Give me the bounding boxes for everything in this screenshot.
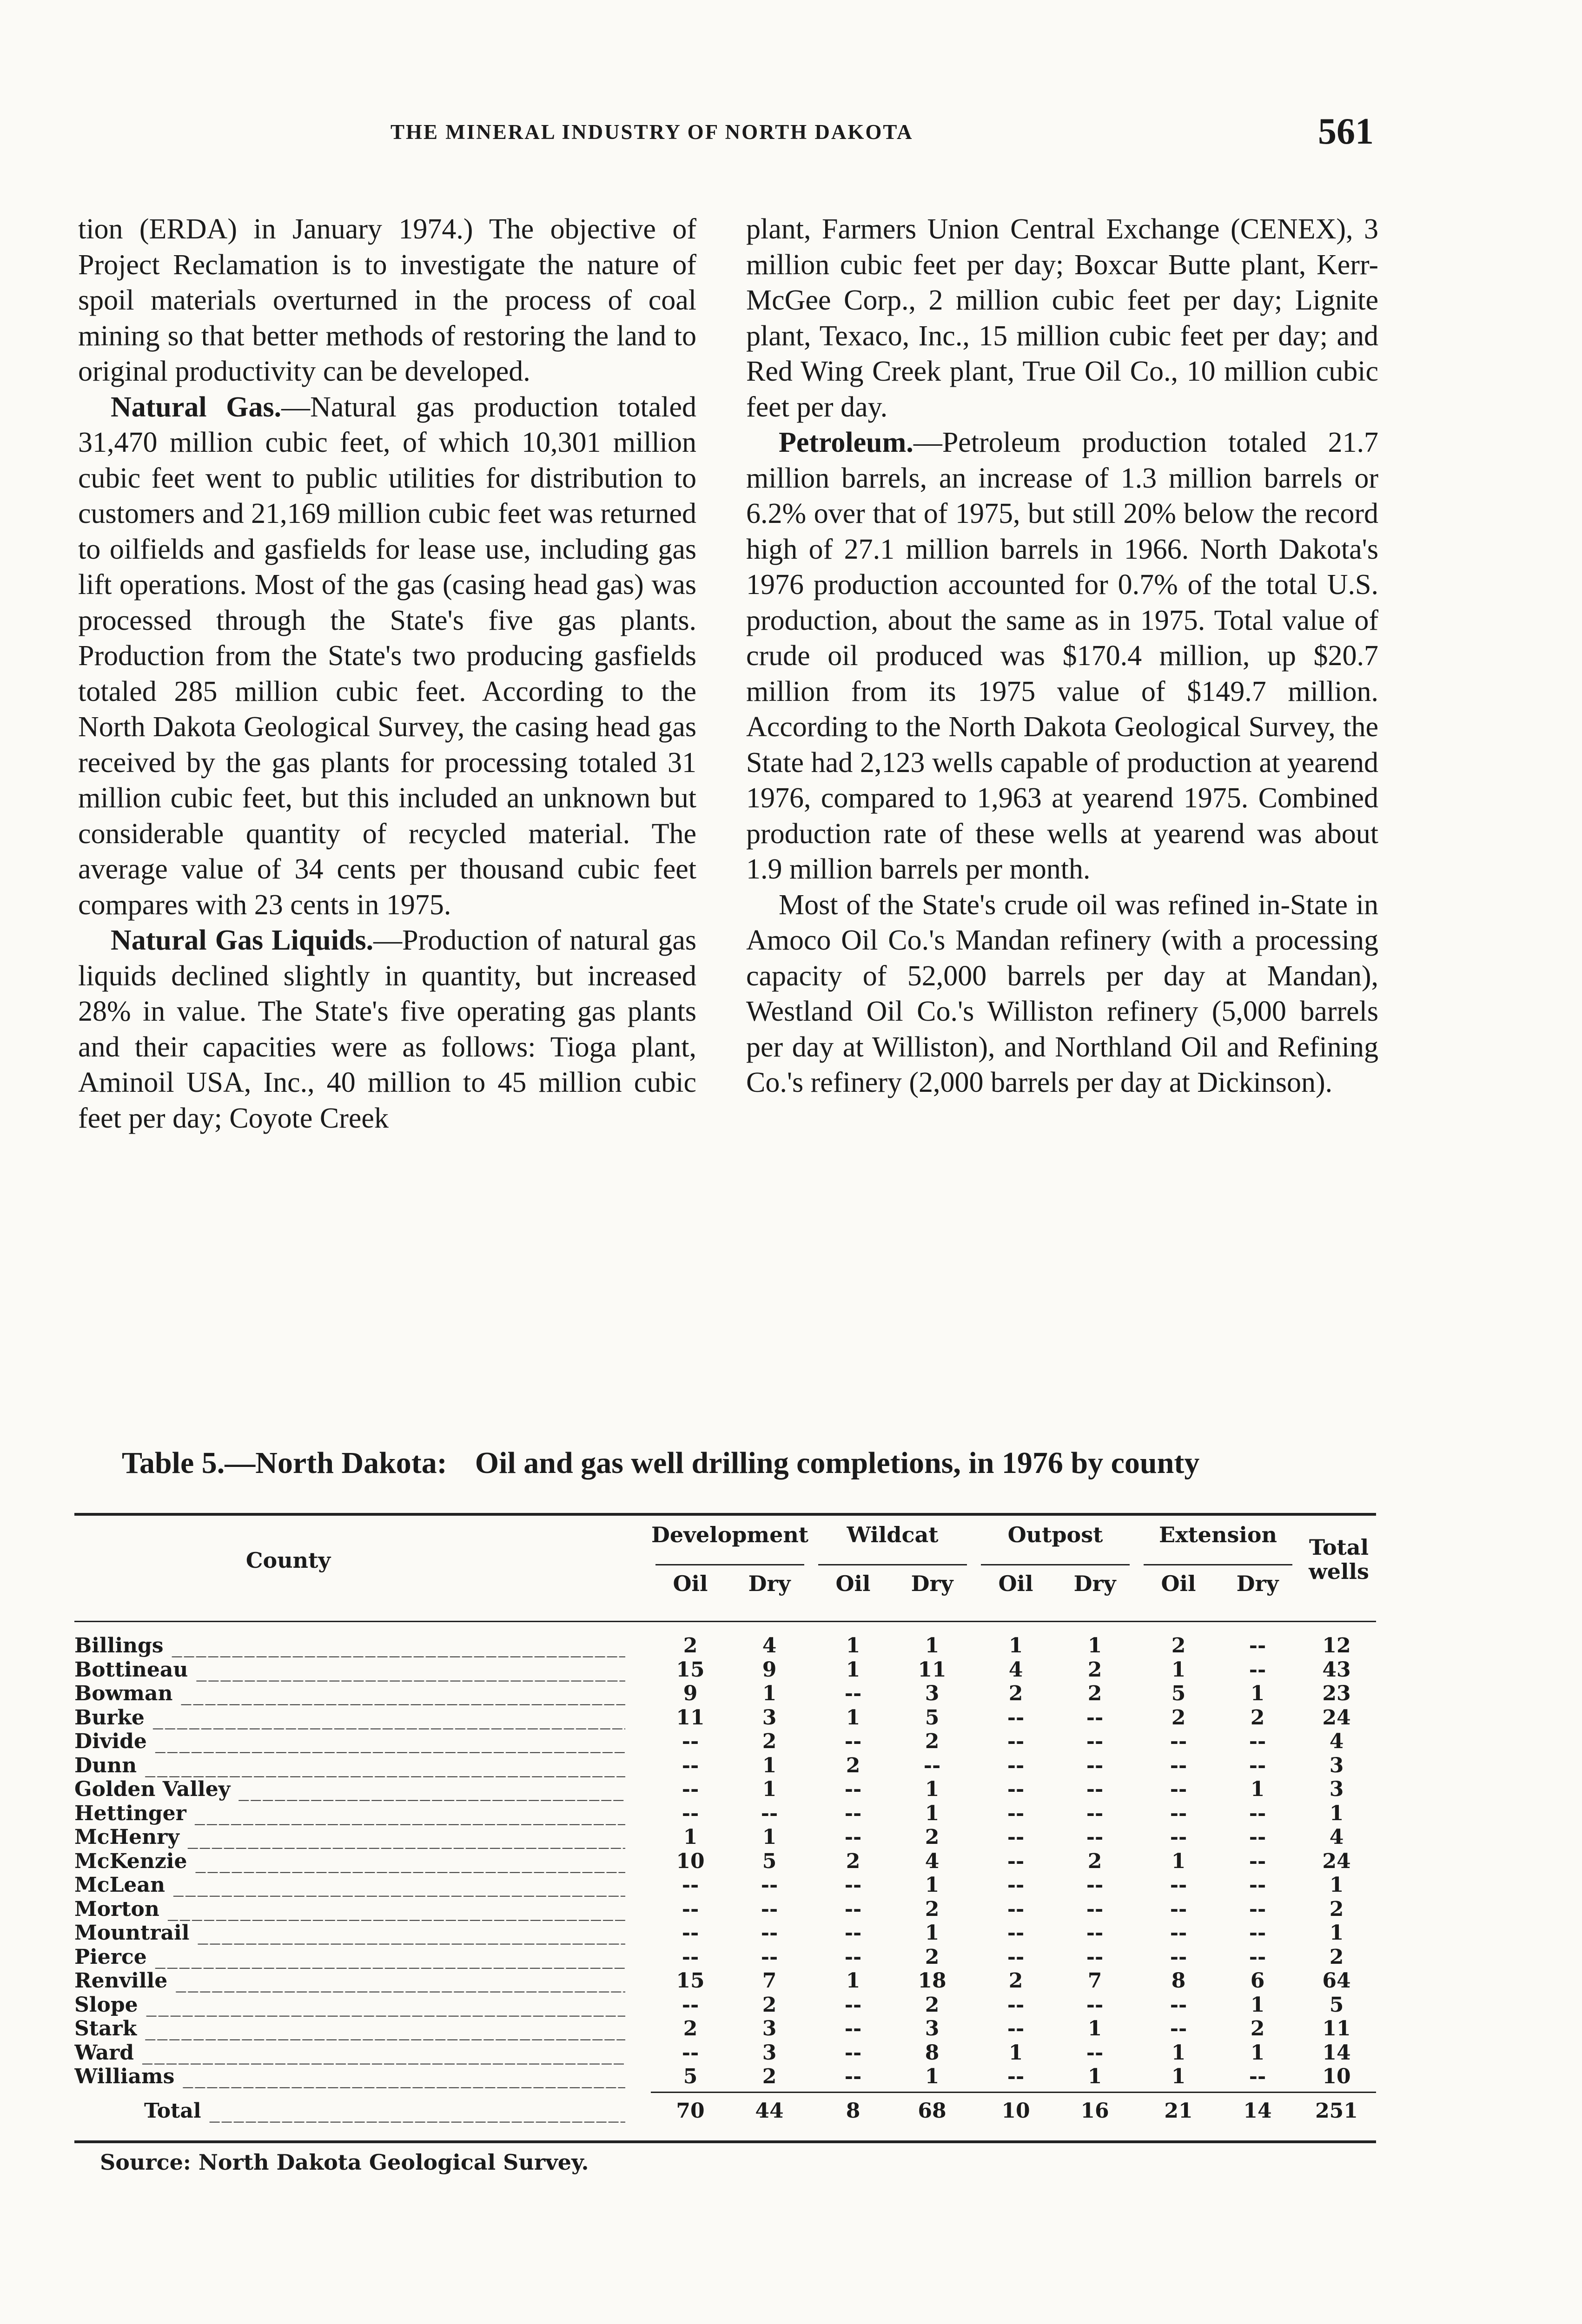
cell-dev-oil: --	[682, 1873, 699, 1897]
cell-ext-dry: 2	[1250, 1705, 1265, 1730]
county-name: Hettinger _____	[74, 1802, 625, 1826]
header-op-dry: Dry	[1073, 1571, 1116, 1596]
cell-dev-dry: --	[761, 1921, 778, 1945]
cell-dev-dry: 1	[762, 1682, 777, 1705]
county-name: Mountrail _____	[74, 1921, 625, 1945]
cell-dev-dry: 1	[762, 1753, 777, 1777]
cell-dev-dry: --	[761, 1873, 778, 1897]
cell-op-dry: 16	[1080, 2099, 1109, 2123]
cell-ext-dry: --	[1249, 1657, 1266, 1682]
cell-dev-oil: 10	[676, 1849, 705, 1873]
cell-dev-oil: 70	[676, 2099, 705, 2123]
cell-dev-oil: 9	[683, 1682, 698, 1705]
cell-wc-oil: --	[844, 1897, 862, 1921]
cell-wc-oil: --	[844, 1682, 862, 1705]
running-head: THE MINERAL INDUSTRY OF NORTH DAKOTA	[391, 120, 913, 144]
table-top-rule	[74, 1513, 1376, 1516]
cell-wc-dry: 2	[925, 1730, 940, 1753]
table-row	[74, 1730, 1376, 1754]
cell-ext-dry: 1	[1250, 2040, 1265, 2065]
table-title	[122, 1446, 1199, 1481]
cell-wc-oil: --	[844, 2017, 862, 2040]
cell-ext-oil: 5	[1171, 1682, 1186, 1705]
cell-op-oil: --	[1007, 1849, 1025, 1873]
table-row	[74, 1754, 1376, 1778]
cell-op-dry: --	[1086, 1873, 1104, 1897]
ngl-heading: Natural Gas Liquids.	[111, 924, 374, 956]
cell-wc-oil: --	[844, 1993, 862, 2017]
cell-dev-dry: 2	[762, 1730, 777, 1753]
cell-wc-dry: 5	[925, 1705, 940, 1730]
cell-op-dry: 1	[1087, 2017, 1102, 2040]
rule-extension	[1144, 1564, 1292, 1565]
cell-ext-dry: --	[1249, 1921, 1266, 1945]
cell-total: 2	[1329, 1897, 1344, 1921]
cell-ext-dry: 1	[1250, 1993, 1265, 2017]
cell-wc-oil: --	[844, 1777, 862, 1801]
cell-op-oil: 2	[1008, 1682, 1023, 1705]
header-outpost: Outpost	[1007, 1522, 1103, 1547]
county-name: Morton _____	[74, 1897, 625, 1921]
cell-total: 3	[1329, 1753, 1344, 1777]
right-column	[746, 211, 1378, 1101]
cell-op-dry: --	[1086, 1777, 1104, 1801]
cell-dev-dry: 9	[762, 1657, 777, 1682]
cell-dev-dry: 3	[762, 2017, 777, 2040]
county-name: Divide _____	[74, 1730, 625, 1754]
cell-wc-oil: --	[844, 1801, 862, 1825]
paragraph-gas-plants: plant, Farmers Union Central Exchange (CENEX), 3 million cubic feet per day; Boxcar Butte plant, Kerr-McGee Corp., 2 million cubic feet per day; Lignite plant, Texaco, Inc., 15 million cubic feet per day; and Red Wing Creek plant, True Oil Co., 10 million cubic feet per day.	[746, 213, 1378, 423]
cell-ext-dry: --	[1249, 1873, 1266, 1897]
petroleum-heading: Petroleum.	[779, 427, 913, 458]
cell-wc-dry: 18	[918, 1969, 947, 1993]
cell-op-dry: --	[1086, 1921, 1104, 1945]
page-number: 561	[1318, 111, 1374, 152]
cell-op-dry: --	[1086, 1705, 1104, 1730]
cell-op-dry: --	[1086, 1897, 1104, 1921]
table-bottom-rule	[74, 2140, 1376, 2143]
county-name: Dunn _____	[74, 1754, 625, 1778]
cell-total: 12	[1322, 1634, 1351, 1657]
cell-wc-dry: 2	[925, 1945, 940, 1969]
cell-ext-oil: --	[1170, 2017, 1187, 2040]
cell-dev-oil: --	[682, 1777, 699, 1801]
cell-dev-dry: 5	[762, 1849, 777, 1873]
paragraph-ngl	[78, 923, 696, 1136]
cell-dev-oil: --	[682, 1897, 699, 1921]
cell-wc-dry: 4	[925, 1849, 940, 1873]
cell-dev-oil: --	[682, 2040, 699, 2065]
table-row	[74, 2017, 1376, 2041]
header-dev-oil: Oil	[673, 1571, 708, 1596]
cell-op-oil: 4	[1008, 1657, 1023, 1682]
cell-ext-dry: --	[1249, 1801, 1266, 1825]
cell-total: 43	[1322, 1657, 1351, 1682]
cell-ext-oil: 21	[1164, 2099, 1193, 2123]
cell-dev-oil: 15	[676, 1657, 705, 1682]
cell-total: 10	[1322, 2065, 1351, 2088]
petroleum-text: —Petroleum production totaled 21.7 million barrels, an increase of 1.3 million barrels or 6.2% over that of 1975, but still 20% below the record high of 27.1 million barrels in 1966. North Dakota's 1976 production accounted for 0.7% of the total U.S. production, about the same as in 1975. Total value of crude oil produced was $170.4 million, up $20.7 million from its 1975 value of $149.7 million. According to the North Dakota Geological Survey, the State had 2,123 wells capable of production at yearend 1976, compared to 1,963 at yearend 1975. Combined production rate of these wells at yearend was about 1.9 million barrels per month.	[746, 427, 1378, 885]
cell-dev-dry: 7	[762, 1969, 777, 1993]
cell-op-oil: --	[1007, 1801, 1025, 1825]
cell-ext-oil: --	[1170, 1730, 1187, 1753]
table-header-rule	[74, 1621, 1376, 1622]
table-row	[74, 2065, 1376, 2089]
left-column	[78, 211, 696, 1136]
cell-ext-oil: --	[1170, 1945, 1187, 1969]
cell-op-oil: 1	[1008, 2040, 1023, 2065]
cell-op-dry: --	[1086, 1730, 1104, 1753]
paragraph-natural-gas	[78, 390, 696, 923]
table-title-text: Oil and gas well drilling completions, in 1976 by county	[475, 1446, 1200, 1480]
cell-ext-oil: 1	[1171, 2040, 1186, 2065]
cell-dev-dry: 2	[762, 1993, 777, 2017]
header-wc-dry: Dry	[911, 1571, 953, 1596]
table-row	[74, 1945, 1376, 1969]
cell-wc-oil: 2	[846, 1849, 861, 1873]
cell-wc-dry: 2	[925, 1897, 940, 1921]
table-row	[74, 1682, 1376, 1706]
cell-dev-oil: 5	[683, 2065, 698, 2088]
cell-wc-oil: --	[844, 2065, 862, 2088]
cell-op-oil: --	[1007, 1873, 1025, 1897]
cell-wc-dry: 1	[925, 1801, 940, 1825]
county-name: Williams _____	[74, 2065, 625, 2089]
county-name: Total _____	[74, 2099, 625, 2123]
cell-wc-dry: 2	[925, 1993, 940, 2017]
county-name: Burke _____	[74, 1706, 625, 1730]
cell-dev-oil: 11	[676, 1705, 705, 1730]
cell-ext-dry: 6	[1250, 1969, 1265, 1993]
cell-op-oil: --	[1007, 2065, 1025, 2088]
cell-dev-oil: 15	[676, 1969, 705, 1993]
county-name: Golden Valley _____	[74, 1777, 625, 1802]
cell-ext-oil: --	[1170, 1801, 1187, 1825]
county-name: McLean _____	[74, 1873, 625, 1897]
cell-op-oil: 10	[1001, 2099, 1030, 2123]
county-name: Renville _____	[74, 1969, 625, 1993]
cell-total: 1	[1329, 1921, 1344, 1945]
header-extension: Extension	[1159, 1522, 1277, 1547]
cell-wc-oil: --	[844, 1945, 862, 1969]
cell-total: 1	[1329, 1873, 1344, 1897]
cell-op-oil: --	[1007, 1730, 1025, 1753]
cell-op-oil: --	[1007, 1921, 1025, 1945]
table-label: Table 5.—North Dakota:	[122, 1446, 447, 1480]
cell-dev-oil: 1	[683, 1825, 698, 1849]
cell-wc-dry: 1	[925, 1777, 940, 1801]
table-row	[74, 1777, 1376, 1802]
cell-op-dry: 1	[1087, 2065, 1102, 2088]
cell-ext-dry: 1	[1250, 1682, 1265, 1705]
header-county: County	[245, 1548, 331, 1573]
rule-development	[655, 1564, 804, 1565]
cell-total: 11	[1322, 2017, 1351, 2040]
cell-ext-dry: --	[1249, 1753, 1266, 1777]
cell-ext-dry: --	[1249, 1730, 1266, 1753]
cell-dev-dry: 3	[762, 1705, 777, 1730]
cell-total: 1	[1329, 1801, 1344, 1825]
cell-dev-dry: 2	[762, 2065, 777, 2088]
cell-wc-dry: 1	[925, 1634, 940, 1657]
cell-ext-oil: --	[1170, 1753, 1187, 1777]
cell-wc-dry: 8	[925, 2040, 940, 2065]
cell-total: 4	[1329, 1825, 1344, 1849]
cell-dev-dry: 1	[762, 1777, 777, 1801]
table-source: Source: North Dakota Geological Survey.	[100, 2150, 589, 2175]
cell-wc-oil: 2	[846, 1753, 861, 1777]
cell-op-oil: --	[1007, 1705, 1025, 1730]
cell-ext-dry: --	[1249, 1897, 1266, 1921]
cell-op-oil: --	[1007, 1897, 1025, 1921]
cell-dev-oil: --	[682, 1801, 699, 1825]
cell-total: 24	[1322, 1849, 1351, 1873]
cell-wc-oil: --	[844, 1873, 862, 1897]
cell-wc-dry: 2	[925, 1825, 940, 1849]
county-name: Bottineau _____	[74, 1658, 625, 1682]
cell-op-oil: --	[1007, 1993, 1025, 2017]
cell-total: 23	[1322, 1682, 1351, 1705]
header-ext-oil: Oil	[1161, 1571, 1196, 1596]
cell-op-dry: --	[1086, 1945, 1104, 1969]
cell-total: 64	[1322, 1969, 1351, 1993]
table-row	[74, 1634, 1376, 1658]
cell-ext-oil: 1	[1171, 1849, 1186, 1873]
table-total-row	[74, 2099, 1376, 2123]
header-dev-dry: Dry	[748, 1571, 791, 1596]
cell-total: 24	[1322, 1705, 1351, 1730]
cell-op-dry: 2	[1087, 1657, 1102, 1682]
ngl-text: —Production of natural gas liquids declined slightly in quantity, but increased 28% in value. The State's five operating gas plants and their capacities were as follows: Tioga plant, Aminoil USA, Inc., 40 million to 45 million cubic feet per day; Coyote Creek	[78, 924, 696, 1134]
cell-wc-oil: 1	[846, 1657, 861, 1682]
cell-wc-oil: 1	[846, 1969, 861, 1993]
cell-ext-dry: --	[1249, 2065, 1266, 2088]
cell-wc-oil: --	[844, 1825, 862, 1849]
county-name: Billings _____	[74, 1634, 625, 1658]
cell-ext-dry: --	[1249, 1634, 1266, 1657]
natural-gas-heading: Natural Gas.	[111, 391, 282, 423]
header-wc-oil: Oil	[835, 1571, 871, 1596]
paragraph-petroleum	[746, 425, 1378, 887]
header-development: Development	[651, 1522, 809, 1547]
county-name: Ward _____	[74, 2041, 625, 2065]
cell-dev-dry: 1	[762, 1825, 777, 1849]
cell-op-dry: 2	[1087, 1849, 1102, 1873]
table-row	[74, 1849, 1376, 1874]
header-ext-dry: Dry	[1236, 1571, 1279, 1596]
header-wildcat: Wildcat	[847, 1522, 939, 1547]
cell-op-oil: --	[1007, 1825, 1025, 1849]
cell-ext-dry: 2	[1250, 2017, 1265, 2040]
cell-total: 5	[1329, 1993, 1344, 2017]
cell-op-dry: --	[1086, 1801, 1104, 1825]
table-total-rule	[651, 2092, 1376, 2093]
cell-total: 3	[1329, 1777, 1344, 1801]
cell-wc-oil: 1	[846, 1634, 861, 1657]
county-name: Bowman _____	[74, 1682, 625, 1706]
cell-wc-dry: 68	[918, 2099, 947, 2123]
cell-wc-dry: 11	[918, 1657, 947, 1682]
cell-dev-dry: --	[761, 1945, 778, 1969]
cell-ext-oil: 8	[1171, 1969, 1186, 1993]
cell-dev-dry: 44	[755, 2099, 784, 2123]
cell-ext-oil: --	[1170, 1921, 1187, 1945]
cell-wc-dry: 1	[925, 1873, 940, 1897]
cell-total: 4	[1329, 1730, 1344, 1753]
county-name: Stark _____	[74, 2017, 625, 2041]
table-row	[74, 1706, 1376, 1730]
county-name: Slope _____	[74, 1993, 625, 2017]
table-row	[74, 1993, 1376, 2017]
cell-op-dry: 7	[1087, 1969, 1102, 1993]
county-name: McHenry _____	[74, 1825, 625, 1849]
cell-ext-oil: --	[1170, 1873, 1187, 1897]
cell-wc-dry: 3	[925, 1682, 940, 1705]
cell-ext-dry: 1	[1250, 1777, 1265, 1801]
rule-wildcat	[818, 1564, 967, 1565]
header-op-oil: Oil	[998, 1571, 1033, 1596]
cell-wc-oil: 1	[846, 1705, 861, 1730]
table-row	[74, 1825, 1376, 1849]
cell-op-dry: --	[1086, 1825, 1104, 1849]
cell-dev-oil: --	[682, 1921, 699, 1945]
cell-dev-oil: --	[682, 1993, 699, 2017]
county-name: Pierce _____	[74, 1945, 625, 1969]
cell-wc-dry: --	[923, 1753, 941, 1777]
table-row	[74, 1802, 1376, 1826]
cell-op-oil: 2	[1008, 1969, 1023, 1993]
cell-wc-oil: --	[844, 2040, 862, 2065]
cell-op-dry: 1	[1087, 1634, 1102, 1657]
cell-wc-dry: 1	[925, 1921, 940, 1945]
cell-dev-oil: 2	[683, 2017, 698, 2040]
cell-dev-dry: --	[761, 1897, 778, 1921]
cell-dev-dry: 3	[762, 2040, 777, 2065]
cell-op-dry: --	[1086, 1753, 1104, 1777]
cell-ext-oil: --	[1170, 1897, 1187, 1921]
cell-ext-dry: --	[1249, 1945, 1266, 1969]
cell-dev-dry: --	[761, 1801, 778, 1825]
cell-dev-oil: --	[682, 1730, 699, 1753]
cell-op-dry: --	[1086, 2040, 1104, 2065]
header-total-wells: Total wells	[1309, 1535, 1369, 1584]
cell-op-dry: --	[1086, 1993, 1104, 2017]
cell-total: 251	[1315, 2099, 1358, 2123]
cell-wc-oil: --	[844, 1921, 862, 1945]
cell-wc-dry: 3	[925, 2017, 940, 2040]
cell-wc-oil: 8	[846, 2099, 861, 2123]
cell-ext-dry: --	[1249, 1825, 1266, 1849]
cell-ext-oil: 1	[1171, 1657, 1186, 1682]
table-row	[74, 1897, 1376, 1921]
cell-ext-dry: 14	[1243, 2099, 1272, 2123]
cell-dev-dry: 4	[762, 1634, 777, 1657]
cell-ext-oil: 2	[1171, 1634, 1186, 1657]
cell-op-oil: --	[1007, 1945, 1025, 1969]
cell-ext-dry: --	[1249, 1849, 1266, 1873]
rule-outpost	[981, 1564, 1130, 1565]
cell-op-oil: --	[1007, 1753, 1025, 1777]
table-row	[74, 1921, 1376, 1945]
county-name: McKenzie _____	[74, 1849, 625, 1874]
cell-op-oil: --	[1007, 1777, 1025, 1801]
cell-dev-oil: 2	[683, 1634, 698, 1657]
table-row	[74, 1873, 1376, 1897]
cell-wc-dry: 1	[925, 2065, 940, 2088]
cell-total: 14	[1322, 2040, 1351, 2065]
cell-wc-oil: --	[844, 1730, 862, 1753]
cell-ext-oil: --	[1170, 1993, 1187, 2017]
table-row	[74, 2041, 1376, 2065]
paragraph-reclamation: tion (ERDA) in January 1974.) The objective of Project Reclamation is to investigate the nature of spoil materials overturned in the process of coal mining so that better methods of restoring the land to original productivity can be developed.	[78, 213, 696, 387]
cell-ext-oil: --	[1170, 1777, 1187, 1801]
cell-dev-oil: --	[682, 1945, 699, 1969]
cell-ext-oil: 1	[1171, 2065, 1186, 2088]
cell-dev-oil: --	[682, 1753, 699, 1777]
table-row	[74, 1969, 1376, 1993]
cell-ext-oil: --	[1170, 1825, 1187, 1849]
cell-op-oil: --	[1007, 2017, 1025, 2040]
cell-ext-oil: 2	[1171, 1705, 1186, 1730]
cell-op-dry: 2	[1087, 1682, 1102, 1705]
paragraph-refineries: Most of the State's crude oil was refined in-State in Amoco Oil Co.'s Mandan refinery (with a processing capacity of 52,000 barrels per day at Mandan), Westland Oil Co.'s Williston refinery (5,000 barrels per day at Williston), and Northland Oil and Refining Co.'s refinery (2,000 barrels per day at Dickinson).	[746, 889, 1378, 1098]
cell-total: 2	[1329, 1945, 1344, 1969]
cell-op-oil: 1	[1008, 1634, 1023, 1657]
table-row	[74, 1658, 1376, 1682]
natural-gas-text: —Natural gas production totaled 31,470 million cubic feet, of which 10,301 million cubic feet went to public utilities for distribution to customers and 21,169 million cubic feet was returned to oilfields and gasfields for lease use, including gas lift operations. Most of the gas (casing head gas) was processed through the State's five gas plants. Production from the State's two producing gasfields totaled 285 million cubic feet. According to the North Dakota Geological Survey, the casing head gas received by the gas plants for processing totaled 31 million cubic feet, but this included an unknown but considerable quantity of recycled material. The average value of 34 cents per thousand cubic feet compares with 23 cents in 1975.	[78, 391, 696, 921]
table-body	[74, 1634, 1376, 2123]
